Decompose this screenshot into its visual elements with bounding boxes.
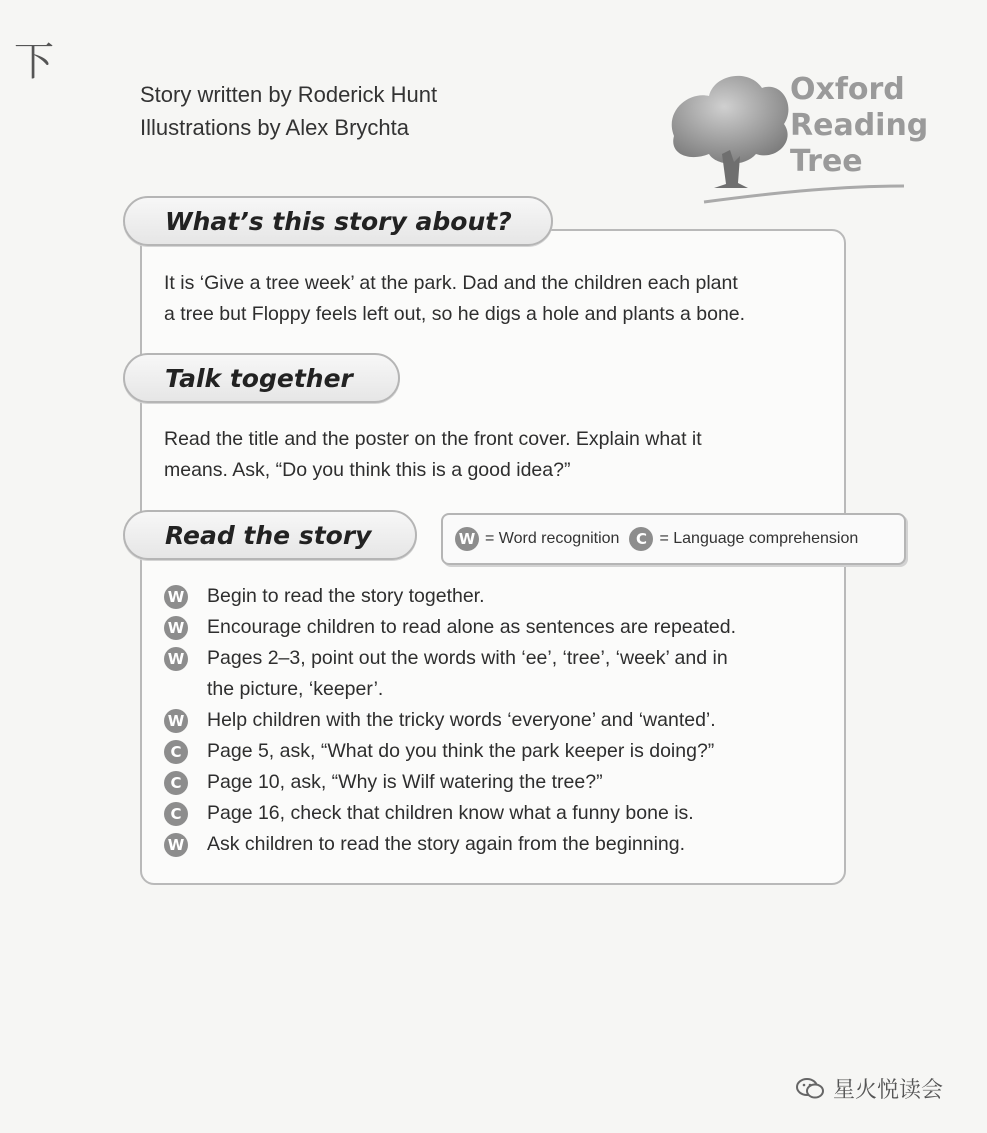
list-item: [164, 612, 847, 643]
step-text: Pages 2–3, point out the words with ‘ee’, ‘tree’, ‘week’ and in: [207, 647, 728, 669]
step-text: Page 16, check that children know what a funny bone is.: [207, 802, 694, 824]
about-body: [164, 268, 745, 330]
about-line: It is ‘Give a tree week’ at the park. Dad and the children each plant: [164, 272, 738, 294]
step-badge-icon: W: [164, 647, 188, 671]
section-heading-read: [123, 510, 417, 560]
list-item: [164, 829, 847, 860]
watermark-text: 星火悦读会: [833, 1078, 944, 1103]
talk-line: Read the title and the poster on the front cover. Explain what it: [164, 428, 702, 450]
legend-word-recognition: [455, 527, 619, 551]
step-text: Encourage children to read alone as sentences are repeated.: [207, 616, 737, 638]
read-heading-text: Read the story: [165, 520, 372, 550]
step-text: Page 5, ask, “What do you think the park keeper is doing?”: [207, 740, 715, 762]
logo-wordmark: [790, 72, 928, 180]
list-item: [164, 736, 847, 767]
step-text: the picture, ‘keeper’.: [207, 678, 384, 700]
oxford-reading-tree-logo: [664, 66, 929, 211]
step-text: Ask children to read the story again from the beginning.: [207, 833, 686, 855]
legend-w-label: = Word recognition: [485, 530, 620, 547]
watermark: [795, 1073, 943, 1104]
credits: [140, 78, 437, 144]
reading-steps-list: [164, 581, 847, 860]
list-item: [164, 643, 847, 705]
talk-body: [164, 424, 702, 486]
step-text: Page 10, ask, “Why is Wilf watering the tree?”: [207, 771, 603, 793]
step-badge-icon: W: [164, 709, 188, 733]
step-badge-icon: C: [164, 740, 188, 764]
logo-line-oxford: Oxford: [790, 72, 905, 107]
list-item: [164, 581, 847, 612]
step-text: Help children with the tricky words ‘everyone’ and ‘wanted’.: [207, 709, 716, 731]
wechat-icon: [795, 1076, 825, 1102]
step-badge-icon: W: [164, 585, 188, 609]
c-badge-icon: C: [629, 527, 653, 551]
talk-heading-text: Talk together: [165, 363, 353, 393]
about-heading-text: What’s this story about?: [165, 206, 512, 236]
step-badge-icon: W: [164, 616, 188, 640]
legend-c-label: = Language comprehension: [659, 530, 859, 547]
step-text: Begin to read the story together.: [207, 585, 485, 607]
step-badge-icon: W: [164, 833, 188, 857]
section-heading-talk: [123, 353, 400, 403]
legend-language-comprehension: [629, 527, 858, 551]
handwritten-margin-mark: 下: [14, 39, 48, 85]
list-item: [164, 705, 847, 736]
step-badge-icon: C: [164, 802, 188, 826]
about-line: a tree but Floppy feels left out, so he digs a hole and plants a bone.: [164, 303, 746, 325]
section-heading-about: [123, 196, 553, 246]
w-badge-icon: W: [455, 527, 479, 551]
author-credit: Story written by Roderick Hunt: [140, 82, 438, 107]
logo-line-reading: Reading: [790, 108, 929, 143]
step-badge-icon: C: [164, 771, 188, 795]
talk-line: means. Ask, “Do you think this is a good idea?”: [164, 459, 571, 481]
illustrator-credit: Illustrations by Alex Brychta: [140, 115, 410, 140]
list-item: [164, 767, 847, 798]
logo-line-tree: Tree: [790, 144, 863, 179]
list-item: [164, 798, 847, 829]
badge-legend: [441, 513, 906, 565]
